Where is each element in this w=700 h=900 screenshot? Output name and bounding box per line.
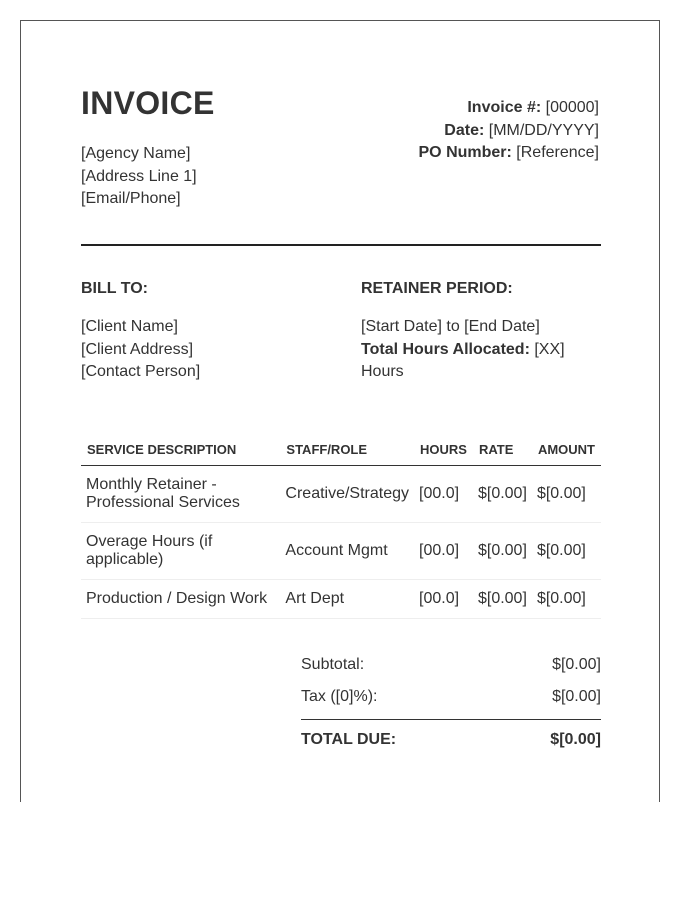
agency-name: [Agency Name] xyxy=(81,145,191,162)
invoice-title: INVOICE xyxy=(81,85,215,121)
tax-row xyxy=(301,681,601,713)
cell-staff: Account Mgmt xyxy=(280,523,414,580)
contact-person: [Contact Person] xyxy=(81,363,201,380)
agency-contact: [Email/Phone] xyxy=(81,190,181,207)
table-row xyxy=(81,523,601,580)
retainer-period-heading: RETAINER PERIOD: xyxy=(361,280,513,297)
col-header-service: SERVICE DESCRIPTION xyxy=(81,433,280,466)
cell-amount: $[0.00] xyxy=(532,580,601,619)
cell-service: Monthly Retainer - Professional Services xyxy=(81,466,280,523)
table-row xyxy=(81,466,601,523)
col-header-hours: HOURS xyxy=(414,433,473,466)
invoice-page xyxy=(20,20,660,802)
cell-staff: Art Dept xyxy=(280,580,414,619)
cell-service: Production / Design Work xyxy=(81,580,280,619)
cell-hours: [00.0] xyxy=(414,466,473,523)
bill-to-heading: BILL TO: xyxy=(81,280,148,297)
client-name: [Client Name] xyxy=(81,318,178,335)
invoice-number-label: Invoice #: xyxy=(467,99,542,116)
po-number-label: PO Number: xyxy=(418,144,512,161)
total-due-value: $[0.00] xyxy=(550,731,601,748)
bill-to-block xyxy=(81,316,200,384)
cell-staff: Creative/Strategy xyxy=(280,466,414,523)
retainer-block xyxy=(361,316,601,384)
cell-amount: $[0.00] xyxy=(532,523,601,580)
invoice-meta xyxy=(419,97,600,165)
tax-value: $[0.00] xyxy=(552,688,601,705)
hours-allocated-value: [XX] Hours xyxy=(361,340,565,380)
total-due-label: TOTAL DUE: xyxy=(301,731,397,748)
cell-service: Overage Hours (if applicable) xyxy=(81,523,280,580)
agency-address: [Address Line 1] xyxy=(81,167,197,185)
subtotal-label: Subtotal: xyxy=(301,656,365,673)
hours-allocated xyxy=(361,339,601,384)
po-number xyxy=(419,142,600,165)
line-items-table xyxy=(81,433,601,619)
invoice-date-label: Date: xyxy=(444,121,485,139)
header-divider xyxy=(81,244,601,246)
cell-rate: $[0.00] xyxy=(473,580,532,619)
col-header-amount: AMOUNT xyxy=(532,433,601,466)
total-due-row xyxy=(301,720,601,760)
table-row xyxy=(81,580,601,619)
client-address: [Client Address] xyxy=(81,340,194,358)
invoice-date xyxy=(419,120,600,143)
agency-info xyxy=(81,143,197,211)
cell-rate: $[0.00] xyxy=(473,523,532,580)
po-number-value: [Reference] xyxy=(511,144,599,161)
invoice-number xyxy=(419,97,600,120)
cell-amount: $[0.00] xyxy=(532,466,601,523)
cell-rate: $[0.00] xyxy=(473,466,532,523)
tax-label: Tax ([0]%): xyxy=(301,688,378,705)
cell-hours: [00.0] xyxy=(414,580,473,619)
cell-hours: [00.0] xyxy=(414,523,473,580)
retainer-dates: [Start Date] to [End Date] xyxy=(361,318,540,335)
col-header-staff: STAFF/ROLE xyxy=(280,433,414,466)
subtotal-row xyxy=(301,649,601,681)
hours-allocated-label: Total Hours Allocated: xyxy=(361,340,530,358)
invoice-number-value: [00000] xyxy=(541,99,599,116)
col-header-rate: RATE xyxy=(473,433,532,466)
subtotal-value: $[0.00] xyxy=(552,656,601,673)
totals-block xyxy=(301,649,601,760)
invoice-date-value: [MM/DD/YYYY] xyxy=(484,121,599,139)
table-header-row xyxy=(81,433,601,466)
